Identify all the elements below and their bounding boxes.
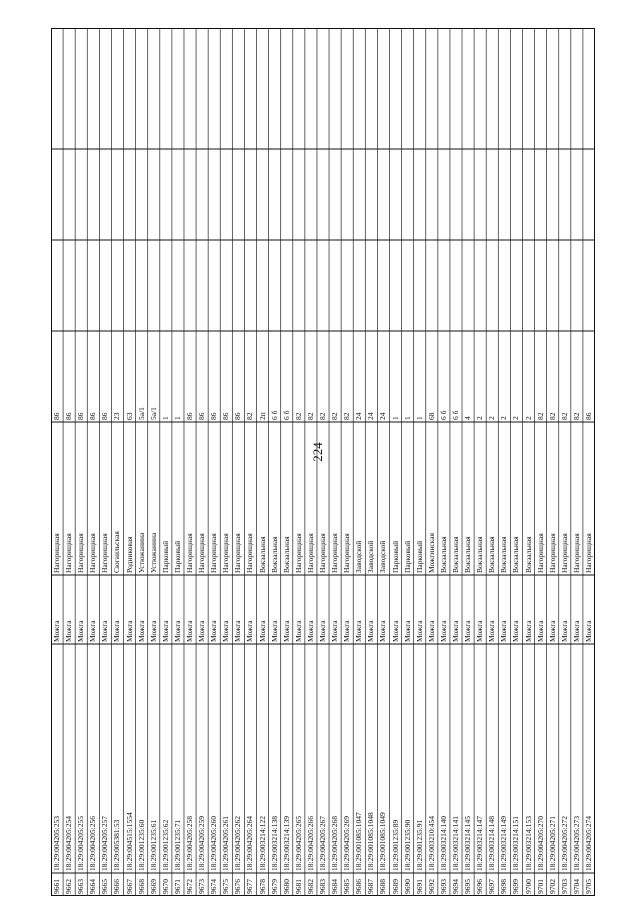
page-number: 224 bbox=[310, 442, 325, 462]
cell-id: 9667 bbox=[124, 879, 134, 894]
cell-house: 1 bbox=[390, 416, 400, 420]
cell-house: 63 bbox=[124, 412, 134, 420]
cell-cadastral: 18:29:004205:268 bbox=[330, 815, 340, 871]
cell-cadastral: 18:29:004205:257 bbox=[100, 815, 110, 871]
cell-id: 9699 bbox=[511, 879, 521, 894]
cell-city: Можга bbox=[305, 620, 315, 642]
cell-city: Можга bbox=[148, 620, 158, 642]
cell-house: 86 bbox=[76, 412, 86, 420]
cell-house: 68 bbox=[426, 412, 436, 420]
cell-city: Можга bbox=[52, 620, 62, 642]
cell-street: Нагорищная bbox=[209, 533, 219, 573]
cell-house: 6 б bbox=[269, 410, 279, 420]
cell-id: 9687 bbox=[366, 879, 376, 894]
cell-id: 9689 bbox=[390, 879, 400, 894]
cell-city: Можга bbox=[354, 620, 364, 642]
cell-street: Нагорищная bbox=[293, 533, 303, 573]
cell-street: Можгинская bbox=[426, 533, 436, 573]
cell-cadastral: 18:29:001085:1048 bbox=[366, 812, 376, 871]
cell-cadastral: 18:29:001235:61 bbox=[148, 819, 158, 871]
cell-city: Можга bbox=[426, 620, 436, 642]
cell-house: 4 bbox=[463, 416, 473, 420]
cell-street: Вокзальная bbox=[269, 536, 279, 573]
cell-city: Можга bbox=[112, 620, 122, 642]
cell-id: 9662 bbox=[64, 879, 74, 894]
cell-house: 86 bbox=[52, 412, 62, 420]
table-grid bbox=[51, 28, 595, 896]
cell-street: Нагорищная bbox=[88, 533, 98, 573]
cell-house: 2 bbox=[499, 416, 509, 420]
cell-street: Вокзальная bbox=[499, 536, 509, 573]
cell-cadastral: 18:29:004205:255 bbox=[76, 815, 86, 871]
cell-id: 9697 bbox=[487, 879, 497, 894]
cell-id: 9676 bbox=[233, 879, 243, 894]
cell-id: 9691 bbox=[414, 879, 424, 894]
cell-id: 9683 bbox=[318, 879, 327, 894]
cell-city: Можга bbox=[245, 620, 255, 642]
cell-cadastral: 18:29:001085:1049 bbox=[378, 812, 388, 871]
cell-city: Можга bbox=[511, 620, 521, 642]
cell-id: 9703 bbox=[559, 879, 569, 894]
cell-cadastral: 18:29:003214:149 bbox=[499, 815, 509, 871]
cell-id: 9705 bbox=[583, 879, 593, 894]
cell-house: 86 bbox=[209, 412, 219, 420]
cell-street: Вокзальная bbox=[281, 536, 291, 573]
cell-street: Парковый bbox=[172, 540, 182, 573]
cell-street: Нагорищная bbox=[342, 533, 352, 573]
cell-house: 86 bbox=[64, 412, 74, 420]
cell-street: Нагорищная bbox=[185, 533, 195, 573]
cell-street: Вокзальная bbox=[450, 536, 460, 573]
cell-street: Нагорищная bbox=[305, 533, 315, 573]
cell-city: Можга bbox=[185, 620, 195, 642]
cell-id: 9664 bbox=[88, 879, 98, 894]
cell-house: 2 bbox=[475, 416, 485, 420]
cell-id: 9663 bbox=[76, 879, 86, 894]
cell-city: Можга bbox=[330, 620, 340, 642]
cell-city: Можга bbox=[88, 620, 98, 642]
cell-id: 9668 bbox=[136, 879, 146, 894]
cell-id: 9681 bbox=[293, 879, 303, 894]
cell-cadastral: 18:29:003214:145 bbox=[463, 815, 473, 871]
cell-cadastral: 18:29:004205:253 bbox=[52, 815, 62, 871]
cell-cadastral: 18:29:004515:1554 bbox=[124, 812, 134, 871]
cell-id: 9696 bbox=[475, 879, 485, 894]
cell-cadastral: 18:29:004205:272 bbox=[559, 815, 569, 871]
cell-street: Нагорищная bbox=[100, 533, 110, 573]
cell-cadastral: 18:29:001235:60 bbox=[136, 819, 146, 871]
cell-cadastral: 18:29:003210:454 bbox=[426, 815, 436, 871]
cell-street: Вокзальная bbox=[511, 536, 521, 573]
cell-house: 82 bbox=[571, 412, 581, 420]
cell-house: 6 б bbox=[450, 410, 460, 420]
cell-city: Можга bbox=[124, 620, 134, 642]
cell-street: Вокзальная bbox=[523, 536, 533, 573]
cell-house: 1 bbox=[402, 416, 412, 420]
cell-cadastral: 18:29:004205:266 bbox=[305, 815, 315, 871]
cell-cadastral: 18:29:003214:141 bbox=[450, 815, 460, 871]
cell-city: Можга bbox=[438, 620, 448, 642]
cell-city: Можга bbox=[172, 620, 182, 642]
cell-street: Нагорищная bbox=[535, 533, 545, 573]
cell-cadastral: 18:29:004205:259 bbox=[197, 815, 207, 871]
cell-id: 9692 bbox=[426, 879, 436, 894]
cell-house: 82 bbox=[535, 412, 545, 420]
cell-city: Можга bbox=[390, 620, 400, 642]
cell-house: 86 bbox=[185, 412, 195, 420]
cell-city: Можга bbox=[583, 620, 593, 642]
cell-id: 9695 bbox=[463, 879, 473, 894]
cell-street: Вокзальная bbox=[438, 536, 448, 573]
cell-city: Можга bbox=[378, 620, 388, 642]
cell-cadastral: 18:29:004205:262 bbox=[233, 815, 243, 871]
cell-city: Можга bbox=[257, 620, 267, 642]
cell-cadastral: 18:29:004205:274 bbox=[583, 815, 593, 871]
cell-city: Можга bbox=[221, 620, 231, 642]
cell-house: 5а/1 bbox=[136, 407, 146, 420]
cell-id: 9677 bbox=[245, 879, 255, 894]
cell-cadastral: 18:29:004205:264 bbox=[245, 815, 255, 871]
cell-house: 1 bbox=[160, 416, 170, 420]
cell-street: Нагорищная bbox=[318, 533, 327, 573]
cell-cadastral: 18:29:004205:258 bbox=[185, 815, 195, 871]
cell-city: Можга bbox=[499, 620, 509, 642]
cell-id: 9700 bbox=[523, 879, 533, 894]
cell-id: 9704 bbox=[571, 879, 581, 894]
cell-id: 9684 bbox=[330, 879, 340, 894]
cell-street: Нагорищная bbox=[559, 533, 569, 573]
cell-street: Нагорищная bbox=[233, 533, 243, 573]
cell-city: Можга bbox=[463, 620, 473, 642]
cell-id: 9694 bbox=[450, 879, 460, 894]
cell-street: Нагорищная bbox=[245, 533, 255, 573]
cell-house: 86 bbox=[88, 412, 98, 420]
cell-city: Можга bbox=[100, 620, 110, 642]
cell-city: Можга bbox=[209, 620, 219, 642]
cell-street: Нагорищная bbox=[330, 533, 340, 573]
cell-cadastral: 18:29:004205:271 bbox=[547, 815, 557, 871]
cell-cadastral: 18:29:004205:267 bbox=[318, 815, 327, 871]
cell-city: Можга bbox=[475, 620, 485, 642]
cell-id: 9666 bbox=[112, 879, 122, 894]
cell-id: 9674 bbox=[209, 879, 219, 894]
cell-street: Парковый bbox=[160, 540, 170, 573]
cell-cadastral: 18:29:001235:89 bbox=[390, 819, 400, 871]
cell-id: 9678 bbox=[257, 879, 267, 894]
cell-house: 24 bbox=[366, 412, 376, 420]
cell-cadastral: 18:29:004205:270 bbox=[535, 815, 545, 871]
cell-city: Можга bbox=[342, 620, 352, 642]
cell-city: Можга bbox=[76, 620, 86, 642]
cell-city: Можга bbox=[402, 620, 412, 642]
cell-street: Нагорищная bbox=[64, 533, 74, 573]
cell-id: 9661 bbox=[52, 879, 62, 894]
cell-cadastral: 18:29:001085:1047 bbox=[354, 812, 364, 871]
cell-id: 9675 bbox=[221, 879, 231, 894]
cell-house: 24 bbox=[378, 412, 388, 420]
cell-house: 82 bbox=[245, 412, 255, 420]
cell-cadastral: 18:29:001235:91 bbox=[414, 819, 424, 871]
cell-house: 2 bbox=[487, 416, 497, 420]
cell-street: Парковый bbox=[402, 540, 412, 573]
cell-house: 2 bbox=[523, 416, 533, 420]
cell-street: Нагорищная bbox=[583, 533, 593, 573]
cell-id: 9688 bbox=[378, 879, 388, 894]
cell-street: Вокзальная bbox=[463, 536, 473, 573]
cell-id: 9665 bbox=[100, 879, 110, 894]
cell-street: Родниковая bbox=[124, 536, 134, 573]
cell-id: 9670 bbox=[160, 879, 170, 894]
cell-house: 1 bbox=[414, 416, 424, 420]
cell-city: Можга bbox=[281, 620, 291, 642]
cell-street: Сюгаильская bbox=[112, 531, 122, 573]
cell-house: 86 bbox=[221, 412, 231, 420]
cell-id: 9698 bbox=[499, 879, 509, 894]
cell-cadastral: 18:29:001235:71 bbox=[172, 819, 182, 871]
cell-cadastral: 18:29:004205:256 bbox=[88, 815, 98, 871]
cell-street: Нагорищная bbox=[52, 533, 62, 573]
cell-cadastral: 18:29:004205:254 bbox=[64, 815, 74, 871]
cell-cadastral: 18:29:004205:261 bbox=[221, 815, 231, 871]
cell-cadastral: 18:29:004205:260 bbox=[209, 815, 219, 871]
cell-cadastral: 18:29:005381:53 bbox=[112, 819, 122, 871]
cell-city: Можга bbox=[269, 620, 279, 642]
cell-city: Можга bbox=[318, 620, 327, 642]
cell-city: Можга bbox=[535, 620, 545, 642]
cell-cadastral: 18:29:003214:148 bbox=[487, 815, 497, 871]
cell-city: Можга bbox=[160, 620, 170, 642]
cell-id: 9682 bbox=[305, 879, 315, 894]
table-border bbox=[52, 29, 595, 896]
cell-house: 5а/1 bbox=[148, 407, 158, 420]
cell-house: 86 bbox=[233, 412, 243, 420]
cell-id: 9672 bbox=[185, 879, 195, 894]
cell-cadastral: 18:29:003214:153 bbox=[523, 815, 533, 871]
cell-id: 9701 bbox=[535, 879, 545, 894]
cell-house: 82 bbox=[342, 412, 352, 420]
cell-id: 9679 bbox=[269, 879, 279, 894]
cell-street: Вокзальная bbox=[257, 536, 267, 573]
cell-street: Парковый bbox=[414, 540, 424, 573]
cell-id: 9669 bbox=[148, 879, 158, 894]
cell-street: Заводской bbox=[378, 540, 388, 573]
cell-street: Вокзальная bbox=[475, 536, 485, 573]
cell-cadastral: 18:29:003214:147 bbox=[475, 815, 485, 871]
cell-id: 9673 bbox=[197, 879, 207, 894]
cell-house: 2п bbox=[257, 412, 267, 420]
cell-house: 86 bbox=[197, 412, 207, 420]
cell-house: 86 bbox=[100, 412, 110, 420]
cell-cadastral: 18:29:004205:265 bbox=[293, 815, 303, 871]
cell-house: 6 б bbox=[438, 410, 448, 420]
cell-street: Заводской bbox=[366, 540, 376, 573]
cell-street: Нагорищная bbox=[547, 533, 557, 573]
cell-cadastral: 18:29:004205:273 bbox=[571, 815, 581, 871]
cell-street: Нагорищная bbox=[76, 533, 86, 573]
cell-street: Заводской bbox=[354, 540, 364, 573]
cell-city: Можга bbox=[293, 620, 303, 642]
cell-house: 86 bbox=[583, 412, 593, 420]
cell-city: Можга bbox=[233, 620, 243, 642]
cell-street: Устюжанина bbox=[148, 532, 158, 573]
registry-table bbox=[51, 28, 595, 896]
cell-cadastral: 18:29:003214:122 bbox=[257, 815, 267, 871]
cell-id: 9686 bbox=[354, 879, 364, 894]
cell-street: Нагорищная bbox=[197, 533, 207, 573]
cell-street: Устюжанина bbox=[136, 532, 146, 573]
cell-house: 6 б bbox=[281, 410, 291, 420]
cell-house: 82 bbox=[293, 412, 303, 420]
cell-street: Парковый bbox=[390, 540, 400, 573]
cell-house: 82 bbox=[330, 412, 340, 420]
cell-id: 9680 bbox=[281, 879, 291, 894]
cell-cadastral: 18:29:003214:139 bbox=[281, 815, 291, 871]
cell-city: Можга bbox=[487, 620, 497, 642]
cell-city: Можга bbox=[64, 620, 74, 642]
cell-house: 82 bbox=[305, 412, 315, 420]
cell-city: Можга bbox=[366, 620, 376, 642]
cell-street: Нагорищная bbox=[571, 533, 581, 573]
cell-cadastral: 18:29:004205:269 bbox=[342, 815, 352, 871]
cell-cadastral: 18:29:003214:151 bbox=[511, 815, 521, 871]
cell-cadastral: 18:29:001235:90 bbox=[402, 819, 412, 871]
cell-cadastral: 18:29:003214:140 bbox=[438, 815, 448, 871]
cell-city: Можга bbox=[136, 620, 146, 642]
cell-cadastral: 18:29:001235:62 bbox=[160, 819, 170, 871]
cell-city: Можга bbox=[559, 620, 569, 642]
cell-city: Можга bbox=[197, 620, 207, 642]
cell-house: 1 bbox=[172, 416, 182, 420]
cell-house: 82 bbox=[559, 412, 569, 420]
cell-city: Можга bbox=[571, 620, 581, 642]
cell-street: Нагорищная bbox=[221, 533, 231, 573]
cell-city: Можга bbox=[414, 620, 424, 642]
cell-id: 9671 bbox=[172, 879, 182, 894]
cell-id: 9685 bbox=[342, 879, 352, 894]
cell-city: Можга bbox=[547, 620, 557, 642]
cell-city: Можга bbox=[450, 620, 460, 642]
cell-house: 24 bbox=[354, 412, 364, 420]
cell-cadastral: 18:29:003214:138 bbox=[269, 815, 279, 871]
cell-house: 82 bbox=[547, 412, 557, 420]
cell-id: 9702 bbox=[547, 879, 557, 894]
cell-house: 2 bbox=[511, 416, 521, 420]
cell-id: 9693 bbox=[438, 879, 448, 894]
cell-house: 23 bbox=[112, 412, 122, 420]
cell-id: 9690 bbox=[402, 879, 412, 894]
cell-house: 82 bbox=[318, 412, 327, 420]
cell-city: Можга bbox=[523, 620, 533, 642]
cell-street: Вокзальная bbox=[487, 536, 497, 573]
